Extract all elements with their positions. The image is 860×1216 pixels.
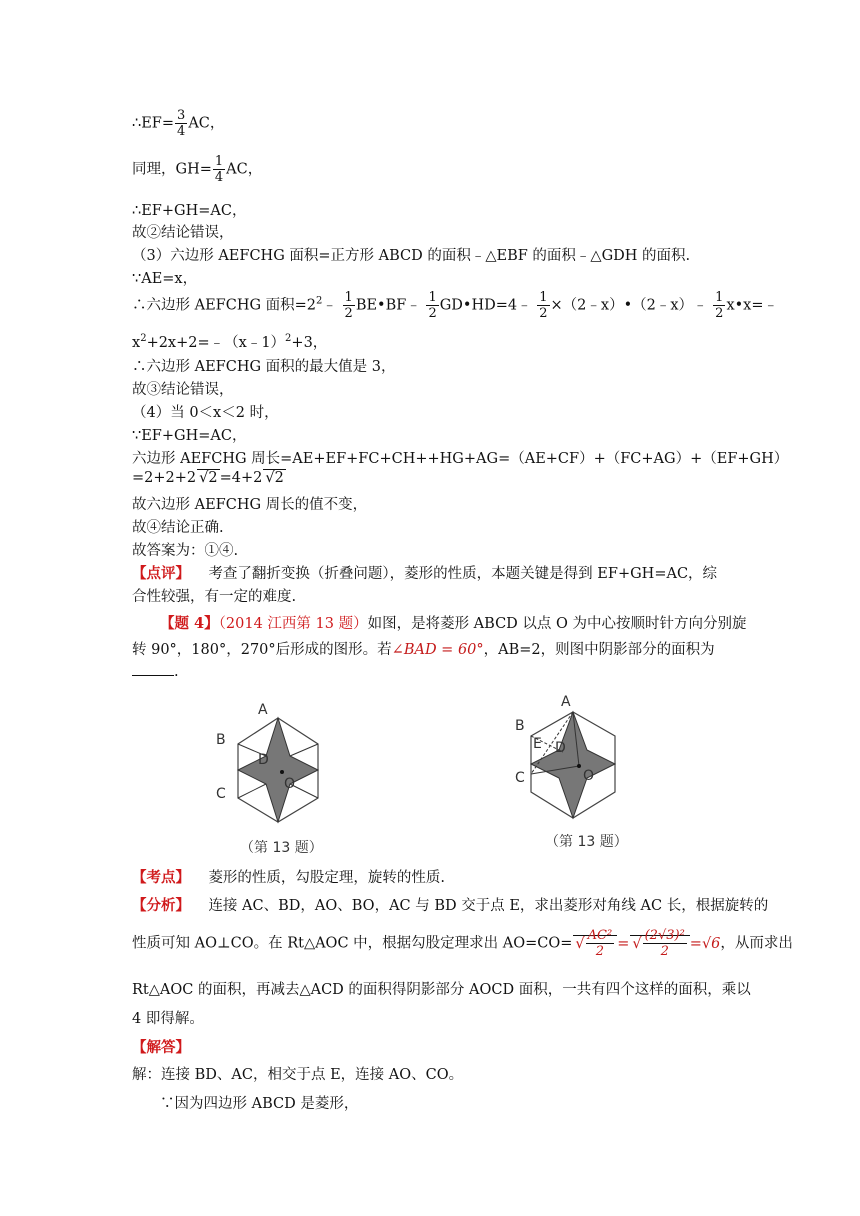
label-c: C xyxy=(216,786,226,802)
text: x•x=﹣ xyxy=(726,297,778,314)
text: x xyxy=(132,335,141,351)
superscript: 2 xyxy=(140,333,147,345)
label-o: O xyxy=(583,768,595,784)
answer-blank xyxy=(132,675,174,676)
text: =2+2+2 xyxy=(132,470,197,486)
line-7 xyxy=(132,290,778,321)
text: 考查了翻折变换（折叠问题），菱形的性质，本题关键是得到 EF+GH=AC，综 xyxy=(208,566,718,582)
text: = xyxy=(617,935,630,952)
sqrt: √ $\frac{\text{AC²}}{2}$ xyxy=(573,935,617,952)
text: 转 90°，180°，270°后形成的图形。若 xyxy=(132,642,392,658)
numerator: 1 xyxy=(428,290,437,305)
q4-line-3 xyxy=(132,664,179,680)
fenxi-line-2 xyxy=(132,928,793,959)
denominator: 4 xyxy=(177,124,186,139)
denominator: 2 xyxy=(595,944,605,959)
label-d: D xyxy=(258,752,269,768)
text: ∴六边形 AEFCHG 面积=2 xyxy=(132,297,317,314)
denominator: 2 xyxy=(428,306,437,321)
text: BE•BF﹣ xyxy=(355,297,421,314)
denominator: 2 xyxy=(539,306,548,321)
figure-caption: （第 13 题） xyxy=(545,834,628,850)
q4-source: （2014 江西第 13 题） xyxy=(218,616,368,632)
angle-formula: ∠BAD = 60° xyxy=(391,642,484,658)
numerator: 3 xyxy=(177,108,186,123)
kaodian-tag: 【考点】 xyxy=(132,869,190,886)
line-9: ∴六边形 AEFCHG 面积的最大值是 3， xyxy=(132,359,396,375)
radicand: 2 xyxy=(208,470,218,486)
text: AC， xyxy=(188,115,225,132)
fraction xyxy=(175,108,187,139)
sqrt: √ $\frac{\text{(2√3)²}}{2}$ xyxy=(630,935,689,952)
figure-caption: （第 13 题） xyxy=(240,840,323,856)
fraction xyxy=(586,928,615,959)
formula-ao xyxy=(572,928,721,959)
center-point xyxy=(280,770,284,774)
text: 性质可知 AO⊥CO。在 Rt△AOC 中，根据勾股定理求出 AO=CO= xyxy=(132,935,573,952)
line-8 xyxy=(132,331,327,352)
line-gh xyxy=(132,154,262,185)
line-16: 故④结论正确. xyxy=(132,520,224,536)
fraction-half xyxy=(426,290,438,321)
shaded-star xyxy=(238,718,318,822)
text: 如图，是将菱形 ABCD 以点 O 为中心按顺时针方向分别旋 xyxy=(367,616,747,632)
fenxi-line-4: 4 即得解。 xyxy=(132,1011,204,1027)
line-ef xyxy=(132,108,224,139)
center-point xyxy=(577,764,581,768)
numerator: 1 xyxy=(344,290,353,305)
radicand: 2 xyxy=(274,470,284,486)
review-tag: 【点评】 xyxy=(132,565,190,582)
line-17: 故答案为：①④. xyxy=(132,543,239,559)
line-4: 故②结论错误， xyxy=(132,225,234,241)
text: =√6 xyxy=(689,935,721,952)
text: +3， xyxy=(291,335,328,351)
figure-left xyxy=(200,700,360,860)
text: ，从而求出 xyxy=(720,935,793,952)
numerator: 1 xyxy=(214,154,224,169)
text: =4+2 xyxy=(219,470,263,486)
text: ﹣ xyxy=(322,297,337,314)
label-c: C xyxy=(515,770,525,786)
line-10: 故③结论错误， xyxy=(132,382,234,398)
sqrt: √2 xyxy=(199,470,218,486)
line-13: 六边形 AEFCHG 周长=AE+EF+FC+CH++HG+AG=（AE+CF）+（FC+AG）+（EF+GH） xyxy=(132,451,789,467)
label-d: D xyxy=(555,740,566,756)
superscript: 2 xyxy=(285,333,292,345)
fraction xyxy=(213,154,225,185)
label-b: B xyxy=(515,718,525,734)
edge xyxy=(238,784,266,798)
text: 连接 AC、BD，AO、BO，AC 与 BD 交于点 E，求出菱形对角线 AC 长，根据旋转的 xyxy=(208,898,769,914)
kaodian-line xyxy=(132,866,445,887)
numerator: 1 xyxy=(715,290,724,305)
line-3: ∴EF+GH=AC， xyxy=(132,203,247,219)
fraction-half xyxy=(343,290,355,321)
line-14 xyxy=(132,470,286,486)
text: ×（2﹣x）•（2﹣x）﹣ xyxy=(550,297,708,314)
label-a: A xyxy=(258,702,268,718)
numerator: AC² xyxy=(587,928,613,943)
fraction-half xyxy=(713,290,725,321)
line-12: ∵EF+GH=AC， xyxy=(132,428,247,444)
line-11: （4）当 0＜x＜2 时， xyxy=(132,405,279,421)
shaded-star xyxy=(531,712,615,818)
text: 同理，GH= xyxy=(132,161,212,178)
text: GD•HD=4﹣ xyxy=(439,297,532,314)
label-a: A xyxy=(561,694,571,710)
sqrt: √2 xyxy=(265,470,284,486)
text: 菱形的性质，勾股定理，旋转的性质. xyxy=(208,870,446,886)
text: AC， xyxy=(226,161,263,178)
q4-line-2 xyxy=(132,638,715,659)
edge xyxy=(290,744,318,756)
fraction xyxy=(643,928,687,959)
jieda-line xyxy=(132,1036,190,1057)
q4-line xyxy=(160,612,747,633)
numerator: 1 xyxy=(539,290,548,305)
review-line xyxy=(132,562,717,583)
text: ，AB=2，则图中阴影部分的面积为 xyxy=(483,642,715,658)
text: +2x+2=﹣（x﹣1） xyxy=(146,335,286,351)
q4-tag: 【题 4】 xyxy=(160,615,219,632)
line-6: ∵AE=x， xyxy=(132,271,198,287)
label-o: O xyxy=(284,776,296,792)
jieda-line-3: ∵因为四边形 ABCD 是菱形， xyxy=(160,1096,359,1112)
jieda-line-2: 解：连接 BD、AC，相交于点 E，连接 AO、CO。 xyxy=(132,1067,464,1083)
figure-right xyxy=(505,690,665,860)
label-e: E xyxy=(533,736,542,752)
label-b: B xyxy=(216,732,226,748)
review-line-2: 合性较强，有一定的难度. xyxy=(132,589,297,605)
denominator: 2 xyxy=(344,306,353,321)
fenxi-line-3: Rt△AOC 的面积，再减去△ACD 的面积得阴影部分 AOCD 面积，一共有四个这样的面积，乘以 xyxy=(132,982,751,998)
denominator: 2 xyxy=(715,306,724,321)
fenxi-line xyxy=(132,894,768,915)
fraction-half xyxy=(537,290,549,321)
numerator: (2√3)² xyxy=(644,928,685,943)
line-5: （3）六边形 AEFCHG 面积=正方形 ABCD 的面积﹣△EBF 的面积﹣△GDH 的面积. xyxy=(132,248,691,264)
superscript: 2 xyxy=(316,295,323,307)
text: ∴EF= xyxy=(132,115,175,132)
fenxi-tag: 【分析】 xyxy=(132,897,190,914)
denominator: 4 xyxy=(214,170,224,185)
denominator: 2 xyxy=(660,944,669,959)
text: . xyxy=(174,664,179,680)
jieda-tag: 【解答】 xyxy=(132,1039,190,1056)
line-15: 故六边形 AEFCHG 周长的值不变， xyxy=(132,497,368,513)
